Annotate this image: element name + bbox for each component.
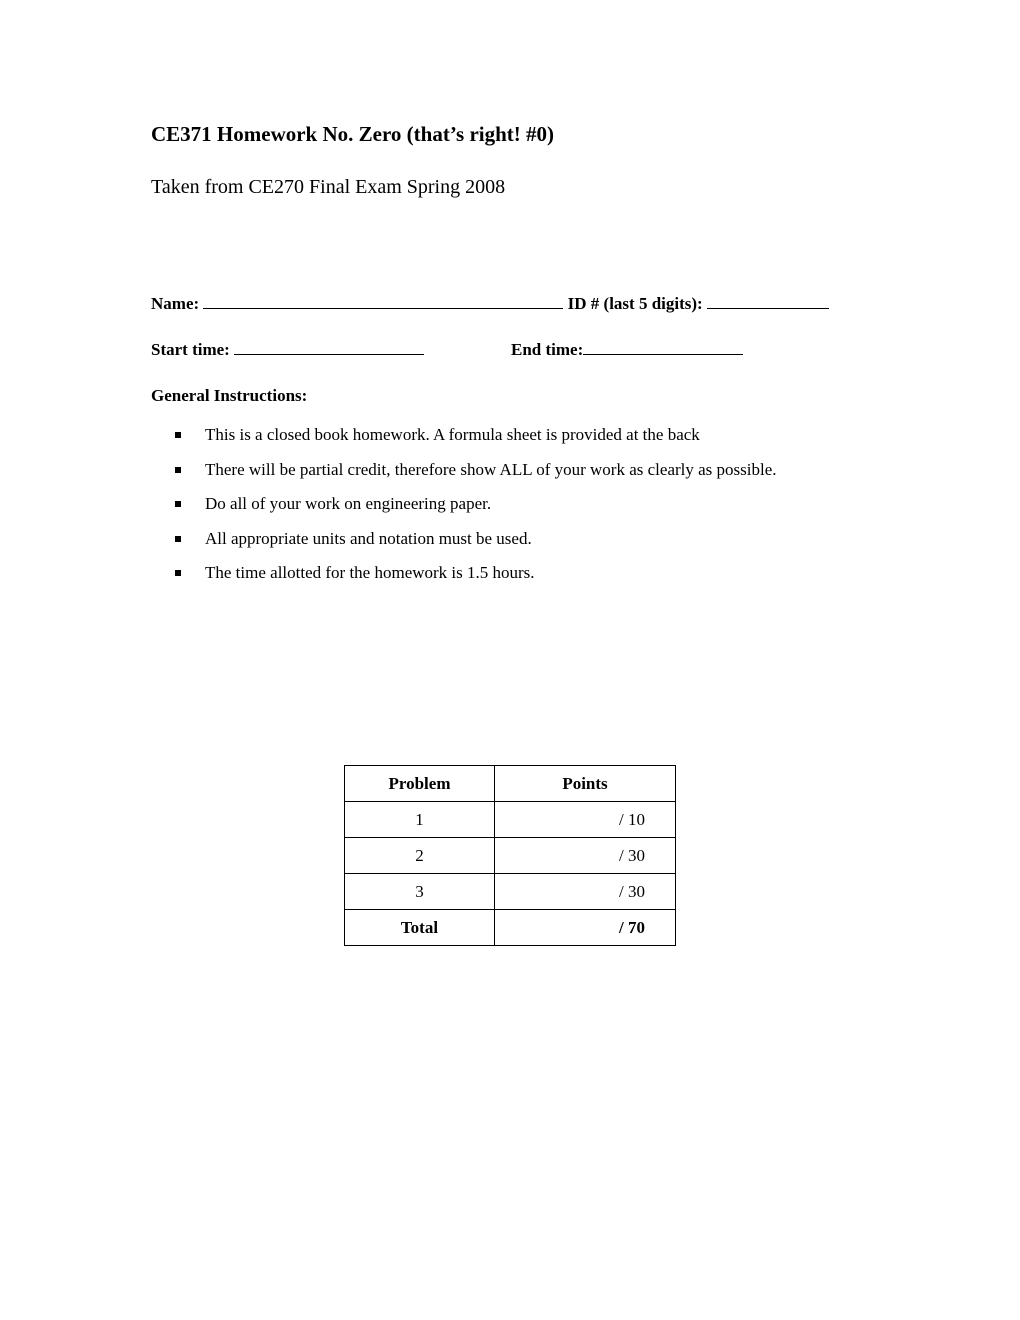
table-header-row [345,766,676,802]
bullet-square-icon [175,536,181,542]
end-time-label: End time: [511,340,584,359]
name-field[interactable] [203,294,563,309]
start-time-label: Start time: [151,340,230,359]
total-label-cell: Total [345,910,495,946]
problem-cell: 1 [345,802,495,838]
bullet-square-icon [175,432,181,438]
list-item: All appropriate units and notation must be used. [175,522,835,557]
document-title: CE371 Homework No. Zero (that’s right! #0) [151,122,555,146]
bullet-square-icon [175,570,181,576]
list-item: There will be partial credit, therefore show ALL of your work as clearly as possible. [175,453,835,488]
document-subtitle: Taken from CE270 Final Exam Spring 2008 [151,176,506,198]
problem-header: Problem [345,766,495,802]
table-row [345,838,676,874]
points-cell: / 30 [495,838,676,874]
points-cell: / 10 [495,802,676,838]
id-field[interactable] [707,294,829,309]
id-label: ID # (last 5 digits): [567,294,703,313]
name-label: Name: [151,294,200,313]
instructions-list [175,418,835,591]
problem-cell: 3 [345,874,495,910]
start-time-field[interactable] [234,340,424,355]
table-row [345,802,676,838]
start-time-line [151,340,424,360]
name-id-line [151,294,829,314]
bullet-square-icon [175,501,181,507]
bullet-square-icon [175,467,181,473]
list-item: This is a closed book homework. A formula sheet is provided at the back [175,418,835,453]
list-item: Do all of your work on engineering paper. [175,487,835,522]
total-points-cell: / 70 [495,910,676,946]
instructions-heading: General Instructions: [151,386,308,405]
end-time-field[interactable] [583,340,743,355]
problem-cell: 2 [345,838,495,874]
points-cell: / 30 [495,874,676,910]
score-table [344,765,676,946]
list-item: The time allotted for the homework is 1.5 hours. [175,556,835,591]
table-total-row [345,910,676,946]
table-row [345,874,676,910]
end-time-line [511,340,743,360]
points-header: Points [495,766,676,802]
